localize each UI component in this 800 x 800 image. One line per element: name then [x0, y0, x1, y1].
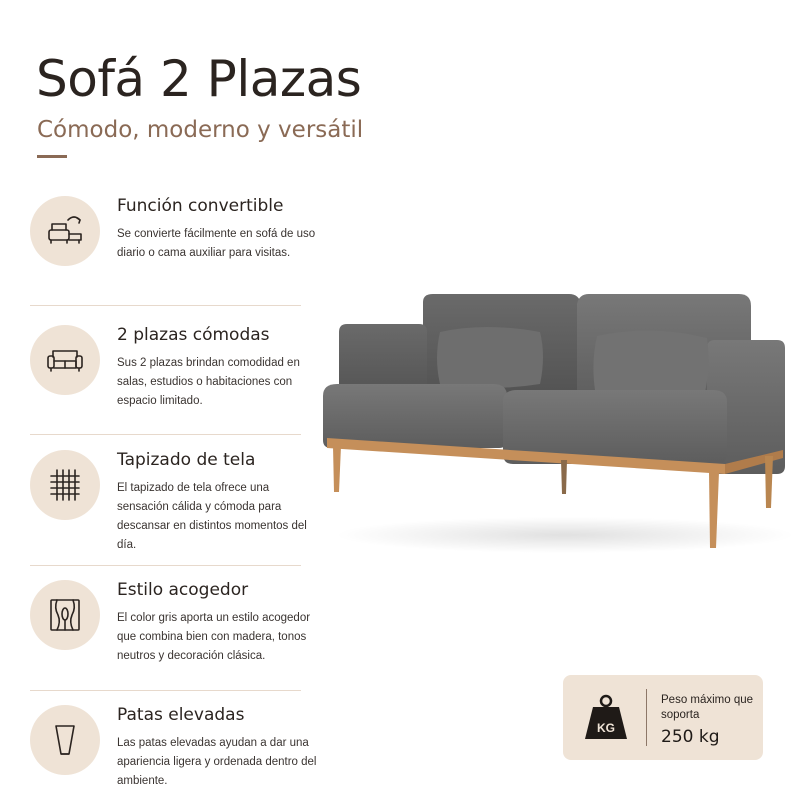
feature-divider: [30, 565, 301, 566]
feature-raised-legs: [30, 705, 317, 795]
wood-grain-icon: [44, 594, 86, 636]
sofa-image: [305, 270, 795, 570]
feature-description: Se convierte fácilmente en sofá de uso diario o cama auxiliar para visitas.: [117, 228, 316, 259]
feature-two-seats: [30, 325, 302, 425]
feature-divider: [30, 690, 301, 691]
convertible-sofa-icon: [44, 210, 86, 252]
feature-convertible: [30, 196, 316, 296]
feature-icon-circle: [30, 325, 100, 395]
weight-label: Peso máximo que soporta: [661, 694, 754, 721]
kg-icon-text: KG: [597, 721, 615, 735]
feature-description: Sus 2 plazas brindan comodidad en salas, estudios o habitaciones con espacio limitado.: [117, 357, 300, 407]
feature-title: Estilo acogedor: [117, 580, 249, 600]
feature-description: El color gris aporta un estilo acogedor que combina bien con madera, tonos neutros y decoración clásica.: [117, 612, 311, 662]
sofa-leg-icon: [44, 719, 86, 761]
feature-icon-circle: [30, 705, 100, 775]
weight-value: 250 kg: [661, 727, 720, 747]
two-seat-sofa-icon: [44, 339, 86, 381]
feature-title: 2 plazas cómodas: [117, 325, 270, 345]
feature-icon-circle: [30, 450, 100, 520]
accent-divider: [37, 155, 67, 158]
page-title: Sofá 2 Plazas: [36, 50, 362, 108]
weight-capacity-box: [563, 675, 763, 760]
feature-divider: [30, 434, 301, 435]
feature-divider: [30, 305, 301, 306]
feature-description: El tapizado de tela ofrece una sensación cálida y cómoda para descansar en distintos momentos del día.: [117, 482, 307, 551]
feature-fabric: [30, 450, 307, 570]
feature-icon-circle: [30, 580, 100, 650]
feature-cozy-style: [30, 580, 311, 680]
fabric-weave-icon: [44, 464, 86, 506]
weight-kg-icon: [583, 693, 629, 743]
weight-divider: [646, 689, 647, 746]
feature-description: Las patas elevadas ayudan a dar una apariencia ligera y ordenada dentro del ambiente.: [117, 737, 317, 787]
feature-title: Patas elevadas: [117, 705, 245, 725]
feature-icon-circle: [30, 196, 100, 266]
feature-title: Función convertible: [117, 196, 284, 216]
page-subtitle: Cómodo, moderno y versátil: [37, 117, 364, 143]
feature-title: Tapizado de tela: [117, 450, 256, 470]
